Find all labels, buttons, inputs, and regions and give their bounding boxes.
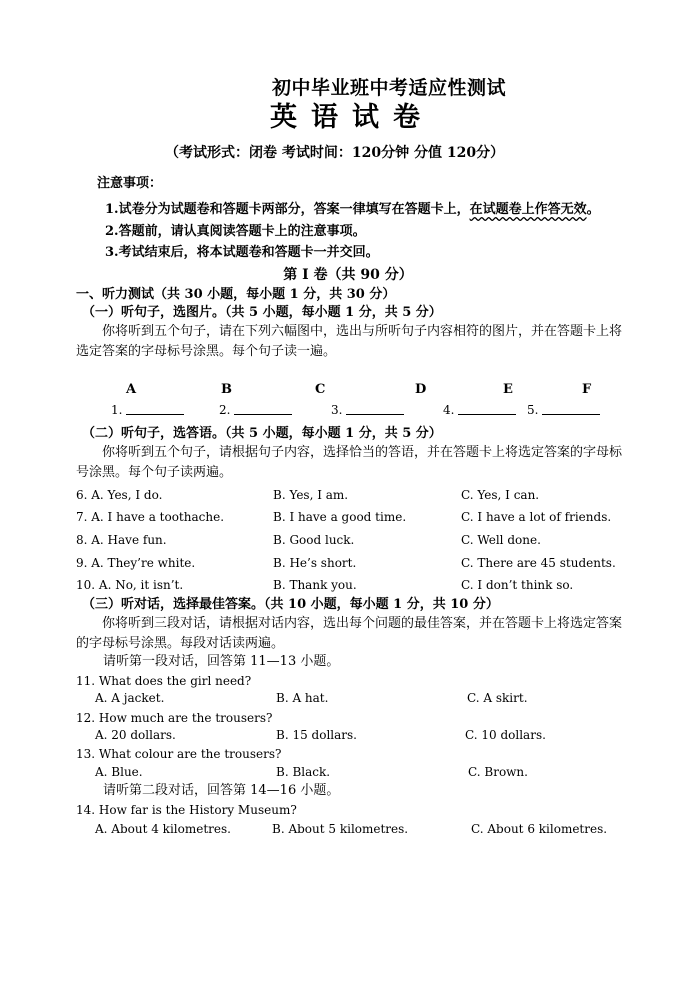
option-6c: C. Yes, I can.: [461, 488, 540, 502]
option-7a: 7. A. I have a toothache.: [76, 510, 225, 524]
question-13: 13. What colour are the trousers?: [76, 747, 282, 761]
answer-line: [234, 414, 292, 415]
question-12: 12. How much are the trousers?: [76, 711, 273, 725]
option-7b: B. I have a good time.: [273, 510, 407, 524]
picture-label-f: F: [582, 382, 592, 397]
option-10c: C. I don’t think so.: [461, 578, 574, 592]
option-12c: C. 10 dollars.: [465, 728, 546, 742]
option-8c: C. Well done.: [461, 533, 541, 547]
part-heading: 第 I 卷（共 90 分）: [283, 267, 413, 283]
picture-label-e: E: [503, 382, 513, 397]
answer-blank-2: [219, 404, 292, 416]
option-6a: 6. A. Yes, I do.: [76, 488, 163, 502]
picture-label-a: A: [126, 382, 137, 397]
option-9a: 9. A. They’re white.: [76, 556, 196, 570]
subsection-1-heading: （一）听句子，选图片。（共 5 小题，每小题 1 分，共 5 分）: [82, 305, 442, 320]
question-11: 11. What does the girl need?: [76, 674, 252, 688]
option-13c: C. Brown.: [468, 765, 528, 779]
answer-blank-3: [331, 404, 404, 416]
answer-blank-2-number: 2.: [219, 403, 231, 417]
answer-line: [126, 414, 184, 415]
question-14: 14. How far is the History Museum?: [76, 803, 297, 817]
notice-item-2: 2.答题前，请认真阅读答题卡上的注意事项。: [105, 224, 366, 239]
answer-line: [346, 414, 404, 415]
dialogue-2-intro: 请听第二段对话，回答第 14—16 小题。: [103, 783, 340, 798]
notice-item-1-end: 。: [586, 202, 600, 217]
option-10a: 10. A. No, it isn’t.: [76, 578, 184, 592]
option-11b: B. A hat.: [276, 691, 329, 705]
answer-blank-4: [443, 404, 516, 416]
option-10b: B. Thank you.: [273, 578, 357, 592]
option-7c: C. I have a lot of friends.: [461, 510, 612, 524]
option-12a: A. 20 dollars.: [95, 728, 176, 742]
option-11c: C. A skirt.: [467, 691, 528, 705]
option-8b: B. Good luck.: [273, 533, 355, 547]
notice-item-3: 3.考试结束后，将本试题卷和答题卡一并交回。: [105, 245, 379, 260]
option-6b: B. Yes, I am.: [273, 488, 349, 502]
option-14c: C. About 6 kilometres.: [471, 822, 608, 836]
answer-blank-5-number: 5.: [527, 403, 539, 417]
option-13b: B. Black.: [276, 765, 331, 779]
answer-line: [542, 414, 600, 415]
notice-item-1-emphasis: 在试题卷上作答无效: [469, 202, 587, 217]
dialogue-1-intro: 请听第一段对话，回答第 11—13 小题。: [103, 654, 340, 669]
option-14a: A. About 4 kilometres.: [95, 822, 231, 836]
picture-label-c: C: [315, 382, 326, 397]
section-heading: 一、听力测试（共 30 小题，每小题 1 分，共 30 分）: [76, 287, 396, 302]
notice-heading: 注意事项：: [97, 176, 163, 191]
exam-info: （考试形式：闭卷 考试时间：120分钟 分值 120分）: [165, 145, 505, 161]
option-12b: B. 15 dollars.: [276, 728, 357, 742]
subsection-3-heading: （三）听对话，选择最佳答案。（共 10 小题，每小题 1 分，共 10 分）: [82, 597, 499, 612]
picture-label-d: D: [415, 382, 427, 397]
option-11a: A. A jacket.: [95, 691, 165, 705]
notice-item-1-text: 1.试卷分为试题卷和答题卡两部分，答案一律填写在答题卡上，: [105, 202, 470, 217]
answer-blank-4-number: 4.: [443, 403, 455, 417]
option-9c: C. There are 45 students.: [461, 556, 616, 570]
option-9b: B. He’s short.: [273, 556, 357, 570]
picture-label-b: B: [221, 382, 232, 397]
option-8a: 8. A. Have fun.: [76, 533, 167, 547]
subsection-3-instruction: 你将听到三段对话，请根据对话内容，选出每个问题的最佳答案，并在答题卡上将选定答案的字母标号涂黑。每段对话读两遍。: [76, 616, 623, 651]
subsection-2-instruction: 你将听到五个句子，请根据句子内容，选择恰当的答语，并在答题卡上将选定答案的字母标号涂黑。每个句子读两遍。: [76, 445, 623, 480]
option-13a: A. Blue.: [95, 765, 143, 779]
option-14b: B. About 5 kilometres.: [272, 822, 409, 836]
subsection-2-heading: （二）听句子，选答语。（共 5 小题，每小题 1 分，共 5 分）: [82, 426, 442, 441]
notice-item-1: [105, 203, 600, 216]
subsection-1-instruction: 你将听到五个句子，请在下列六幅图中，选出与所听句子内容相符的图片，并在答题卡上将选定答案的字母标号涂黑。每个句子读一遍。: [76, 324, 623, 359]
exam-title: 初中毕业班中考适应性测试: [272, 77, 507, 99]
answer-blank-5: [527, 404, 600, 416]
answer-blank-3-number: 3.: [331, 403, 343, 417]
answer-blank-1-number: 1.: [111, 403, 123, 417]
subject-title: 英语试卷: [270, 102, 434, 133]
answer-blank-1: [111, 404, 184, 416]
answer-line: [458, 414, 516, 415]
